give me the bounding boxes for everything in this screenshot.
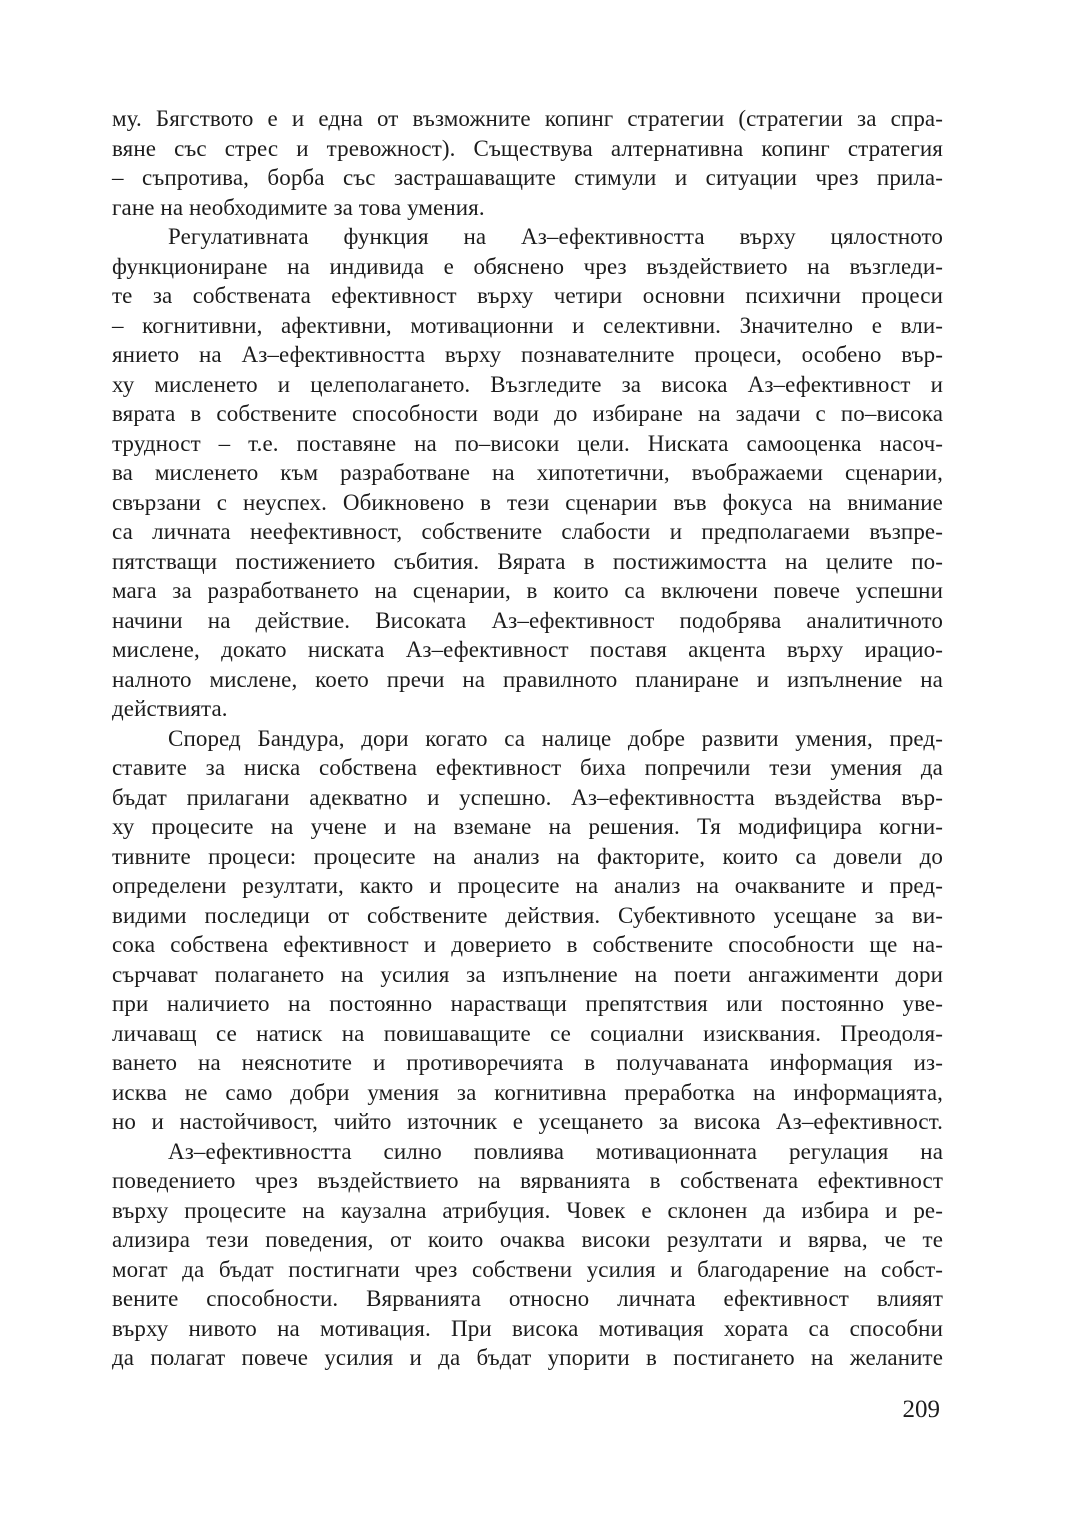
text-line: върху нивото на мотивация. При висока мотивация хората са способни [112,1315,943,1341]
text-line: но и настойчивост, чийто източник е усещането за висока Аз–ефективност. [112,1109,943,1134]
text-line: ставите за ниска собствена ефективност биха попречили тези умения да [112,755,943,780]
text-line: сърчават полагането на усилия за изпълнение на поети ангажименти дори [112,961,943,987]
text-line: действията. [112,696,228,721]
page-number: 209 [902,1396,940,1423]
text-line: могат да бъдат постигнати чрез собствени усилия и благодарение на собст- [112,1256,943,1282]
text-line: видими последици от собствените действия. Субективното усещане за ви- [112,902,943,928]
paragraph [112,1137,943,1373]
text-line: Според Бандура, дори когато са налице добре развити умения, пред- [168,725,943,751]
text-line: ва мисленето към разработване на хипотетични, въображаеми сценарии, [112,460,943,485]
text-line: – съпротива, борба със застрашаващите стимули и ситуации чрез прила- [112,165,943,190]
text-line: ху мисленето и целеполагането. Възгледите за висока Аз–ефективност и [112,371,943,397]
text-line: Регулативната функция на Аз–ефективността върху цялостното [168,224,943,249]
text-line: вените способности. Вярванията относно личната ефективност влияят [112,1286,943,1311]
text-line: са личната неефективност, собствените слабости и предполагаеми възпре- [112,519,943,544]
text-line: исква не само добри умения за когнитивна преработка на информацията, [112,1079,943,1105]
text-line: пятстващи постижението събития. Вярата в постижимостта на целите по- [112,548,943,574]
paragraph [112,724,943,1137]
text-line: определени резултати, както и процесите на анализ на очакваните и пред- [112,873,943,898]
text-line: функциониране на индивида е обяснено чрез въздействието на възгледи- [112,253,943,279]
text-line: начини на действие. Високата Аз–ефективност подобрява аналитичното [112,607,943,633]
text-line: личаващ се натиск на повишаващите се социални изисквания. Преодоля- [112,1020,943,1046]
text-line: мага за разработването на сценарии, в които са включени повече успешни [112,578,943,603]
text-line: да полагат повече усилия и да бъдат упорити в постигането на желаните [112,1345,943,1370]
text-line: мислене, докато ниската Аз–ефективност поставя акцента върху ирацио- [112,637,943,662]
text-line: свързани с неуспех. Обикновено в тези сценарии във фокуса на внимание [112,489,943,515]
text-line: янието на Аз–ефективността върху познавателните процеси, особено вър- [112,342,943,367]
text-line: ализира тези поведения, от които очаква високи резултати и вярва, че те [112,1227,943,1252]
text-line: вярата в собствените способности води до избиране на задачи с по–висока [112,401,943,426]
text-line: тивните процеси: процесите на анализ на факторите, които са довели до [112,843,943,869]
text-line: върху процесите на каузална атрибуция. Човек е склонен да избира и ре- [112,1197,943,1223]
text-line: те за собствената ефективност върху четири основни психични процеси [112,283,943,308]
text-line: вяне със стрес и тревожност). Съществува алтернативна копинг стратегия [112,135,943,161]
text-line: гане на необходимите за това умения. [112,194,485,220]
text-line: бъдат прилагани адекватно и успешно. Аз–ефективността въздейства вър- [112,784,943,810]
paragraph [112,104,943,222]
text-line: при наличието на постоянно нарастващи препятствия или постоянно уве- [112,991,943,1016]
text-line: Аз–ефективността силно повлиява мотивационната регулация на [168,1138,943,1164]
text-line: поведението чрез въздействието на вярванията в собствената ефективност [112,1168,943,1193]
text-line: ването на неяснотите и противоречията в получаваната информация из- [112,1050,943,1075]
text-block [112,104,943,1373]
text-line: налното мислене, което пречи на правилното планиране и изпълнение на [112,666,943,692]
text-line: му. Бягството е и една от възможните копинг стратегии (стратегии за спра- [112,106,943,131]
paragraph [112,222,943,724]
text-line: трудност – т.е. поставяне на по–високи цели. Ниската самооценка насоч- [112,430,943,456]
text-line: ху процесите на учене и на вземане на решения. Тя модифицира когни- [112,814,943,839]
text-line: – когнитивни, афективни, мотивационни и селективни. Значително е вли- [112,312,943,338]
text-line: сока собствена ефективност и доверието в собствените способности ще на- [112,932,943,957]
